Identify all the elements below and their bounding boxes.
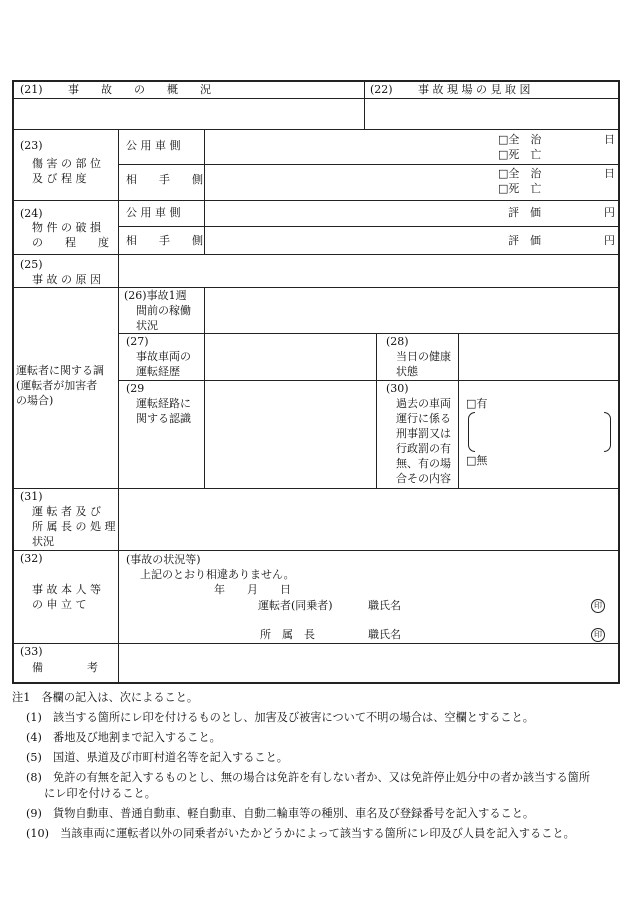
sec28-num: (28) <box>386 335 409 348</box>
sec27-l2: 運転経歴 <box>136 365 180 378</box>
sec24-side1: 公 用 車 側 <box>126 206 181 219</box>
sec23-label2: 及 び 程 度 <box>32 172 87 185</box>
right-brace-icon <box>604 412 611 452</box>
sec30-no: □無 <box>466 454 488 467</box>
sec24-value-1: 評 価 <box>508 206 541 219</box>
sec32-l1: 事 故 本 人 等 <box>32 583 101 596</box>
sec30-l4: 行政罰の有 <box>396 442 451 455</box>
sec24-num: (24) <box>20 207 43 220</box>
sec32-confirm: 上記のとおり相違ありません。 <box>140 568 295 581</box>
sec31-num: (31) <box>20 490 43 503</box>
sec24-side2: 相 手 側 <box>126 234 203 247</box>
sec26-l1: (26)事故1週 <box>124 289 187 302</box>
sec30-l1: 過去の車両 <box>396 397 451 410</box>
sec25-label: 事 故 の 原 因 <box>32 273 101 286</box>
sec33-num: (33) <box>20 645 43 658</box>
sec25-num: (25) <box>20 258 43 271</box>
sec32-chief-role: 所 属 長 <box>260 628 315 641</box>
sec23-day-1: 日 <box>604 133 615 146</box>
sec23-side2: 相 手 側 <box>126 173 203 186</box>
note-10: (10) 当該車両に運転者以外の同乗者がいたかどうかによって該当する箇所にレ印及び人員を記入すること。 <box>26 827 575 840</box>
sec24-yen-2: 円 <box>604 234 615 247</box>
sec22-num: (22) <box>370 83 393 96</box>
sec28-l2: 状態 <box>396 365 418 378</box>
sec23-death-1: □死 亡 <box>498 148 542 161</box>
sec29-l2: 関する認識 <box>136 412 191 425</box>
note-5: (5) 国道、県道及び市町村道名等を記入すること。 <box>26 751 288 764</box>
sec32-status: (事故の状況等) <box>126 553 201 566</box>
accident-report-form <box>12 80 620 684</box>
sec28-l1: 当日の健康 <box>396 350 451 363</box>
sec24-value-2: 評 価 <box>508 234 541 247</box>
note-8b: にレ印を付けること。 <box>44 787 156 800</box>
sec32-num: (32) <box>20 552 43 565</box>
sec22-label: 事 故 現 場 の 見 取 図 <box>418 83 531 96</box>
sec24-label1: 物 件 の 破 損 <box>32 221 101 234</box>
sec30-l6: 合その内容 <box>396 472 451 485</box>
sec33-label: 備 考 <box>32 661 98 674</box>
seal-icon: 印 <box>591 599 605 613</box>
note-4: (4) 番地及び地割まで記入すること。 <box>26 731 221 744</box>
sec31-l2: 所 属 長 の 処 理 <box>32 520 116 533</box>
border-right <box>618 80 620 684</box>
sec23-death-2: □死 亡 <box>498 182 542 195</box>
sec21-label: 事 故 の 概 況 <box>68 83 211 96</box>
sec23-label1: 傷 害 の 部 位 <box>32 157 101 170</box>
sec32-l2: の 申 立 て <box>32 598 87 611</box>
note-9: (9) 貨物自動車、普通自動車、軽自動車、自動二輪車等の種別、車名及び登録番号を記入すること。 <box>26 807 535 820</box>
sec23-full-1: □全 治 <box>498 133 542 146</box>
sec32-date: 年 月 日 <box>214 583 291 596</box>
sec21-num: (21) <box>20 83 43 96</box>
sec30-num: (30) <box>386 382 409 395</box>
sec23-day-2: 日 <box>604 167 615 180</box>
sec32-driver-role: 運転者(同乗者) <box>258 599 333 612</box>
sec24-label2: の 程 度 <box>32 236 109 249</box>
note-intro: 注1 各欄の記入は、次によること。 <box>12 691 199 704</box>
sec30-l2: 運行に係る <box>396 412 451 425</box>
sec30-l3: 刑事罰又は <box>396 427 451 440</box>
sec23-side1: 公 用 車 側 <box>126 139 181 152</box>
sec30-l5: 無、有の場 <box>396 457 451 470</box>
sec26-l3: 状況 <box>136 319 158 332</box>
sec32-name-label: 職氏名 <box>368 599 401 612</box>
sec31-l1: 運 転 者 及 び <box>32 505 101 518</box>
driver-l1: 運転者に関する調 <box>16 364 104 377</box>
sec29-num: (29 <box>126 382 145 395</box>
note-8a: (8) 免許の有無を記入するものとし、無の場合は免許を有しない者か、又は免許停止処分中の者か該当する箇所 <box>26 771 591 784</box>
sec30-yes: □有 <box>466 397 488 410</box>
sec27-num: (27) <box>126 335 149 348</box>
border-bottom <box>12 682 620 684</box>
sec24-yen-1: 円 <box>604 206 615 219</box>
note-1: (1) 該当する箇所にレ印を付けるものとし、加害及び被害について不明の場合は、空欄とすること。 <box>26 711 534 724</box>
left-brace-icon <box>468 412 475 452</box>
border-left <box>12 80 14 684</box>
sec26-l2: 間前の稼働 <box>136 304 191 317</box>
driver-l2: (運転者が加害者 <box>16 379 98 392</box>
sec29-l1: 運転経路に <box>136 397 191 410</box>
sec23-full-2: □全 治 <box>498 167 542 180</box>
sec23-num: (23) <box>20 139 43 152</box>
sec27-l1: 事故車両の <box>136 350 191 363</box>
sec31-l3: 状況 <box>32 535 54 548</box>
driver-l3: の場合) <box>16 394 54 407</box>
seal-icon-2: 印 <box>591 628 605 642</box>
sec32-name-label2: 職氏名 <box>368 628 401 641</box>
